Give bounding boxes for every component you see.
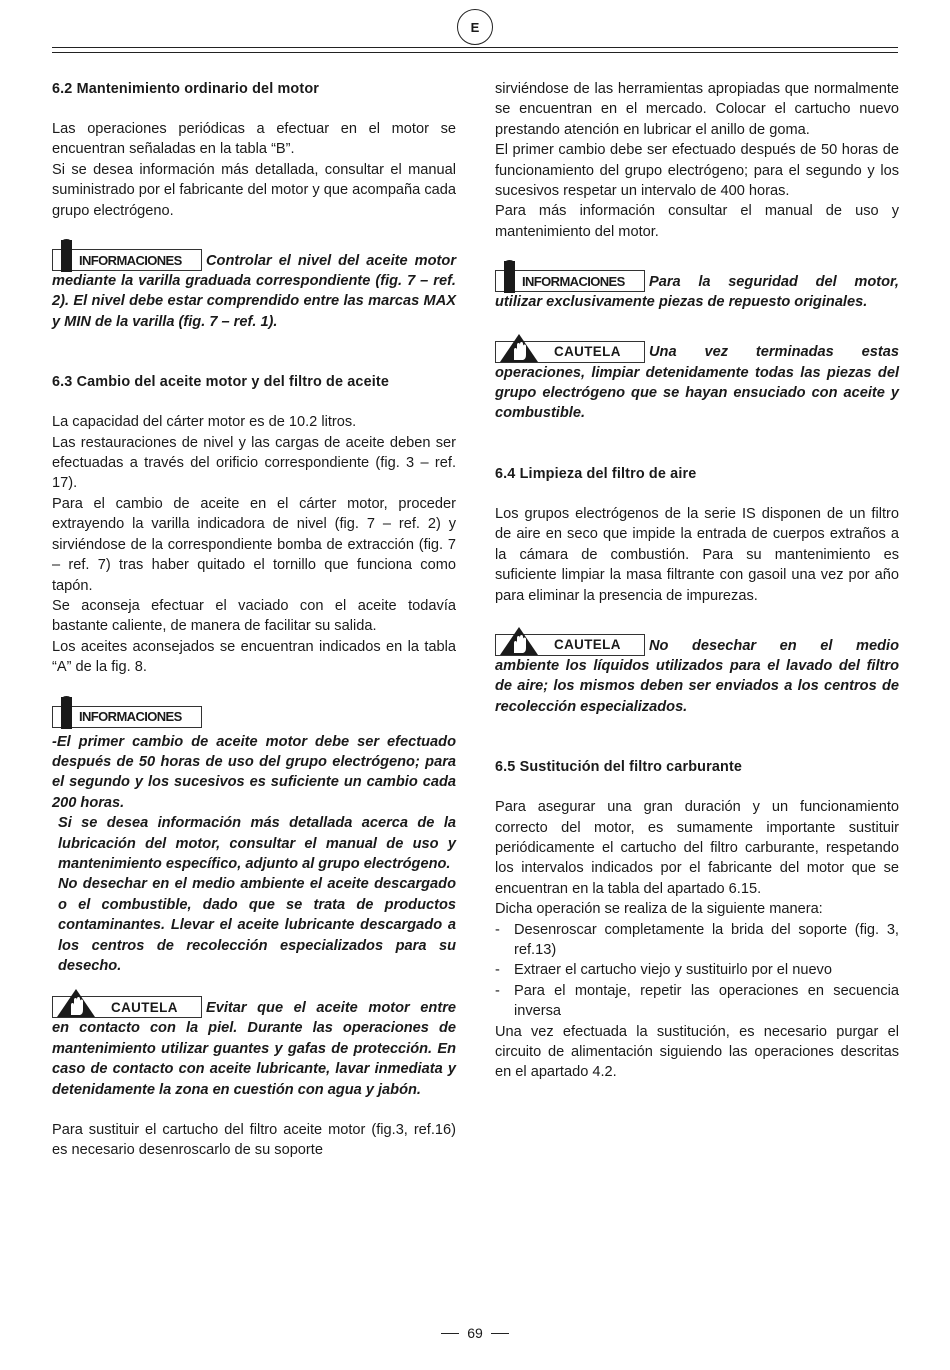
list-item: - Desenroscar completamente la brida del soporte (fig. 3, ref.13) xyxy=(495,920,899,961)
header-rule-bottom xyxy=(52,52,898,53)
paragraph: sirviéndose de las herramientas apropiadas que normalmente se encuentran en el mercado. Colocar el cartucho nuevo prestando atención en lubricar el anillo de goma. xyxy=(495,81,899,138)
info-icon xyxy=(61,240,72,272)
notice-body: en contacto con la piel. Durante las operaciones de mantenimiento utilizar guantes y gafas de protección. En caso de contacto con aceite lubricante, lavar inmediata y detenidamente la zona en cuestión con agua y jabón. xyxy=(52,1020,456,1098)
page-number: 69 xyxy=(467,1325,483,1341)
info-icon xyxy=(504,261,515,293)
paragraph: Los grupos electrógenos de la serie IS disponen de un filtro de aire en seco que impide la entrada de cuerpos extraños a la cámara de combustión. Para su mantenimiento es suficiente limpiar la masa filtrante con gasoil una vez por año para eliminar la presencia de impurezas. xyxy=(495,505,899,604)
list-item: - Para el montaje, repetir las operaciones en secuencia inversa xyxy=(495,981,899,1022)
info-badge: INFORMACIONES xyxy=(52,249,202,271)
paragraph: Para el cambio de aceite en el cárter motor, proceder extrayendo la varilla indicadora de nivel (fig. 7 – ref. 2) y sirviéndose de la correspondiente bomba de extracción (fig. 7 – ref. 7) tras haber quitado el tornillo que funciona como tapón. xyxy=(52,495,456,594)
notice-body: mediante la varilla graduada correspondiente (fig. 7 – ref. 2). El nivel debe estar comprendido entre las marcas MAX y MIN de la varilla (fig. 7 – ref. 1). xyxy=(52,273,456,330)
bullet-dash: - xyxy=(495,982,500,999)
info-notice xyxy=(52,706,456,977)
paragraph: Los aceites aconsejados se encuentran indicados en la tabla “A” de la fig. 8. xyxy=(52,638,456,676)
info-badge: INFORMACIONES xyxy=(52,706,202,728)
notice-lead: Evitar que el aceite motor entre xyxy=(206,1000,456,1016)
info-icon xyxy=(61,697,72,729)
section-6-5-title: 6.5 Sustitución del filtro carburante xyxy=(495,759,743,776)
notice-lead: Controlar el nivel del aceite motor xyxy=(206,252,456,269)
footer-dash-left xyxy=(441,1333,459,1334)
notice-item: -El primer cambio de aceite motor debe ser efectuado después de 50 horas de uso del grupo electrógeno; para el segundo y los sucesivos es suficiente un cambio cada 200 horas. xyxy=(52,733,456,811)
right-column xyxy=(495,79,899,1083)
list-item: - Extraer el cartucho viejo y sustituirlo por el nuevo xyxy=(495,960,899,980)
bullet-dash: - xyxy=(495,921,500,938)
section-6-3-title: 6.3 Cambio del aceite motor y del filtro de aceite xyxy=(52,374,389,391)
paragraph: Para más información consultar el manual de uso y mantenimiento del motor. xyxy=(495,203,899,240)
left-column xyxy=(52,79,456,1161)
caution-badge: CAUTELA xyxy=(495,634,645,656)
warning-hand-icon xyxy=(498,626,540,656)
notice-body: ambiente los líquidos utilizados para el lavado del filtro de aire; los mismos deben ser enviados a los centros de recolección especializados. xyxy=(495,657,899,715)
caution-notice xyxy=(495,341,899,424)
paragraph: Para asegurar una gran duración y un funcionamiento correcto del motor, es sumamente importante sustituir periódicamente el cartucho del filtro carburante, respetando los intervalos indicados por el fabricante del motor que se encuentran en la tabla del apartado 6.15. xyxy=(495,799,899,897)
paragraph: La capacidad del cárter motor es de 10.2 litros. xyxy=(52,414,357,431)
page-footer xyxy=(0,1323,950,1343)
bullet-dash: - xyxy=(495,962,500,979)
warning-hand-icon xyxy=(498,333,540,363)
paragraph: Si se desea información más detallada, consultar el manual suministrado por el fabricante del motor y que acompaña cada grupo electrógeno. xyxy=(52,161,456,219)
notice-body: operaciones, limpiar detenidamente todas las piezas del grupo electrógeno que se hayan ensuciado con aceite y combustible. xyxy=(495,364,899,422)
caution-badge: CAUTELA xyxy=(495,341,645,363)
notice-lead: Para la seguridad del motor, xyxy=(649,273,899,290)
notice-item: Si se desea información más detallada acerca de la lubricación del motor, consultar el manual de uso y mantenimiento específico, adjunto al grupo electrógeno. xyxy=(58,815,456,872)
paragraph: Se aconseja efectuar el vaciado con el aceite todavía bastante caliente, de manera de facilitar su salida. xyxy=(52,597,456,635)
paragraph: El primer cambio debe ser efectuado después de 50 horas de funcionamiento del grupo electrógeno; para el segundo y los sucesivos respetar un intervalo de 400 horas. xyxy=(495,142,899,200)
paragraph: Las operaciones periódicas a efectuar en el motor se encuentran señaladas en la tabla “B”. xyxy=(52,121,456,158)
info-notice xyxy=(52,249,456,332)
notice-lead: Una vez terminadas estas xyxy=(649,344,899,361)
notice-item: No desechar en el medio ambiente el aceite descargado o el combustible, dado que se trata de productos contaminantes. Llevar el aceite lubricante descargado a los centros de recolección especializados para su desecho. xyxy=(58,876,456,974)
caution-badge: CAUTELA xyxy=(52,996,202,1018)
paragraph: Para sustituir el cartucho del filtro aceite motor (fig.3, ref.16) es necesario desenroscarlo de su soporte xyxy=(52,1122,456,1159)
paragraph: Las restauraciones de nivel y las cargas de aceite deben ser efectuadas a través del orificio correspondiente (fig. 3 – ref. 17). xyxy=(52,434,456,492)
notice-lead: No desechar en el medio xyxy=(649,637,899,654)
info-notice xyxy=(495,270,899,312)
info-badge: INFORMACIONES xyxy=(495,270,645,292)
caution-notice xyxy=(495,634,899,717)
notice-body: utilizar exclusivamente piezas de repuesto originales. xyxy=(495,294,868,311)
section-6-4-title: 6.4 Limpieza del filtro de aire xyxy=(495,465,697,482)
header-rule-top xyxy=(52,47,898,48)
paragraph: Una vez efectuada la sustitución, es necesario purgar el circuito de alimentación siguiendo las operaciones descritas en el apartado 4.2. xyxy=(495,1023,899,1081)
paragraph: Dicha operación se realiza de la siguiente manera: xyxy=(495,901,823,918)
footer-dash-right xyxy=(491,1333,509,1334)
caution-notice xyxy=(52,996,456,1100)
warning-hand-icon xyxy=(55,988,97,1018)
section-6-2-title: 6.2 Mantenimiento ordinario del motor xyxy=(52,81,320,97)
language-badge: E xyxy=(457,9,493,45)
